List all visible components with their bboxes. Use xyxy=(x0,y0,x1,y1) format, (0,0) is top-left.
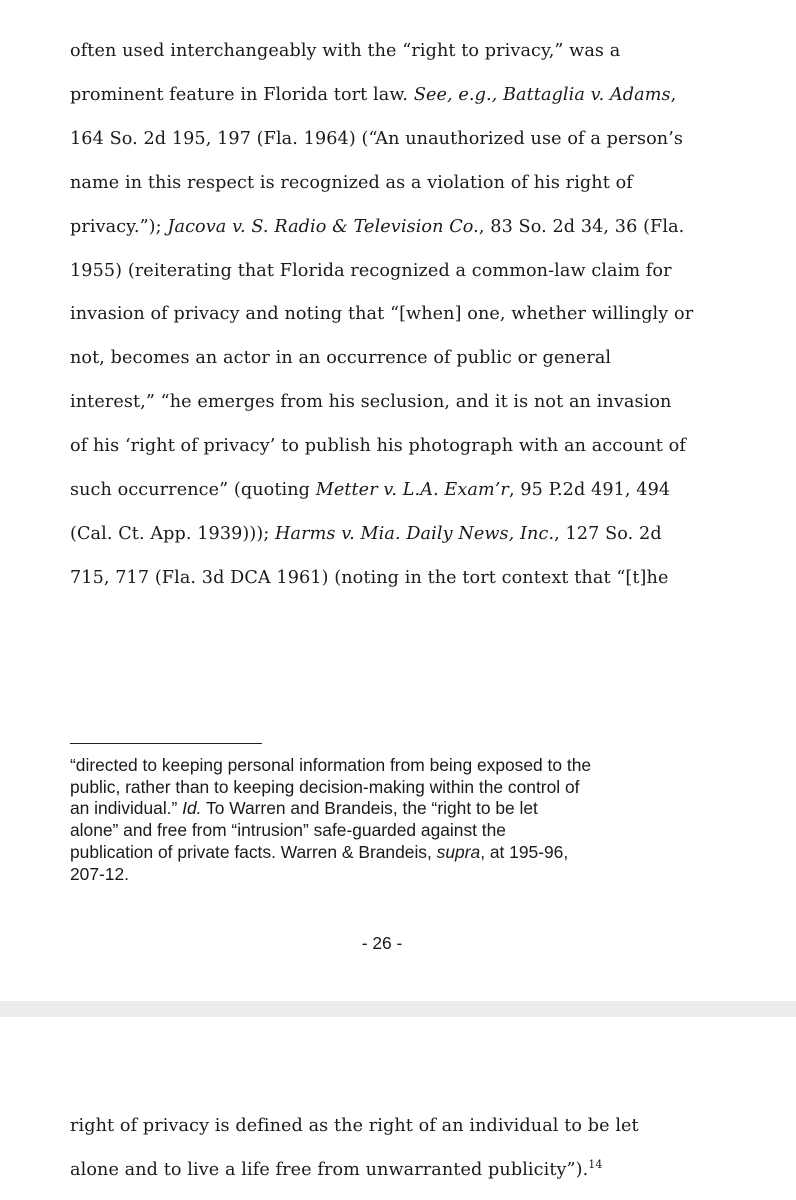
footnote-line-5 xyxy=(70,842,568,863)
text-segment: interest,” “he emerges from his seclusion, and it is not an invasion xyxy=(70,392,672,413)
text-segment: 1955) (reiterating that Florida recognized a common-law claim for xyxy=(70,260,672,281)
body-line-13 xyxy=(70,568,668,588)
text-segment: alone” and free from “intrusion” safe-guarded against the xyxy=(70,820,506,841)
footnote-separator xyxy=(70,743,262,744)
body-line-2 xyxy=(70,1157,603,1180)
text-segment: public, rather than to keeping decision-making within the control of xyxy=(70,776,580,797)
page-number: - 26 - xyxy=(361,933,403,953)
text-segment: publication of private facts. Warren & Brandeis, xyxy=(70,841,437,862)
citation-italic: Metter v. L.A. Exam’r xyxy=(315,480,509,500)
text-segment: , xyxy=(670,84,677,105)
text-segment: an individual.” xyxy=(70,798,183,819)
body-line-11 xyxy=(70,480,670,500)
text-segment: right of privacy is defined as the right of an individual to be let xyxy=(70,1116,639,1136)
citation-italic: See, e.g., Battaglia v. Adams xyxy=(413,84,671,105)
citation-italic: Jacova v. S. Radio & Television Co. xyxy=(167,216,479,237)
body-line-1 xyxy=(70,1116,639,1136)
text-segment: of his ‘right of privacy’ to publish his photograph with an account of xyxy=(70,436,686,457)
text-segment: 207-12. xyxy=(70,863,129,884)
citation-italic: supra xyxy=(436,841,481,862)
body-line-10 xyxy=(70,436,686,456)
body-line-12 xyxy=(70,524,662,544)
text-segment: , 83 So. 2d 34, 36 (Fla. xyxy=(478,216,685,237)
body-line-4 xyxy=(70,173,633,193)
footnote-line-4 xyxy=(70,820,506,841)
text-segment: alone and to live a life free from unwarranted publicity”). xyxy=(70,1159,589,1180)
body-line-2 xyxy=(70,85,676,105)
text-segment: such occurrence” (quoting xyxy=(70,480,316,500)
body-line-7 xyxy=(70,304,693,324)
text-segment: invasion of privacy and noting that “[when] one, whether willingly or xyxy=(70,304,694,325)
footnote-line-6 xyxy=(70,864,129,885)
citation-italic: Id. xyxy=(182,798,202,819)
footnote-line-1 xyxy=(70,755,591,776)
footnote-line-3 xyxy=(70,798,538,819)
document-page-27 xyxy=(0,1017,796,1200)
body-line-1 xyxy=(70,41,620,61)
body-line-8 xyxy=(70,348,611,368)
text-segment: 164 So. 2d 195, 197 (Fla. 1964) (“An unauthorized use of a person’s xyxy=(70,128,684,149)
text-segment: name in this respect is recognized as a violation of his right of xyxy=(70,172,633,193)
body-line-3 xyxy=(70,129,683,149)
body-line-5 xyxy=(70,217,684,237)
text-segment: 715, 717 (Fla. 3d DCA 1961) (noting in the tort context that “[t]he xyxy=(70,567,669,588)
body-line-9 xyxy=(70,392,671,412)
text-segment: not, becomes an actor in an occurrence of public or general xyxy=(70,348,612,369)
text-segment: To Warren and Brandeis, the “right to be let xyxy=(201,798,538,819)
text-segment: (Cal. Ct. App. 1939))); xyxy=(70,523,276,544)
citation-italic: Harms v. Mia. Daily News, Inc. xyxy=(275,523,555,544)
footnote-reference[interactable]: 14 xyxy=(588,1157,603,1171)
text-segment: , at 195-96, xyxy=(480,841,569,862)
text-segment: privacy.”); xyxy=(70,216,168,237)
text-segment: often used interchangeably with the “right to privacy,” was a xyxy=(70,41,621,61)
footnote-line-2 xyxy=(70,777,579,798)
body-line-6 xyxy=(70,261,672,281)
text-segment: “directed to keeping personal information from being exposed to the xyxy=(70,755,592,775)
text-segment: prominent feature in Florida tort law. xyxy=(70,84,414,105)
text-segment: , 95 P.2d 491, 494 xyxy=(508,480,671,500)
text-segment: , 127 So. 2d xyxy=(554,523,662,544)
